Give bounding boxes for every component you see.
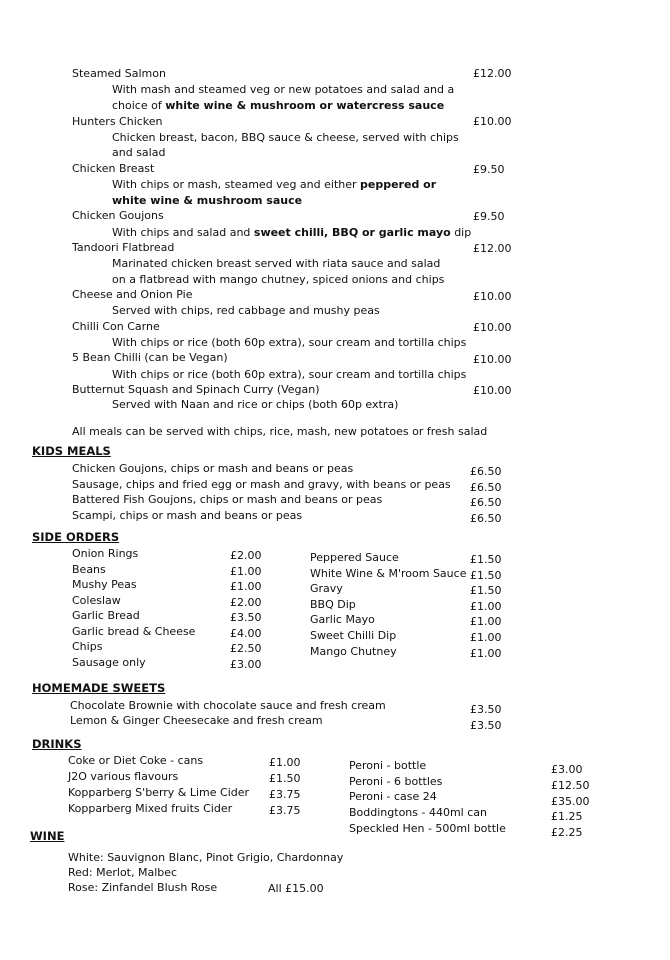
drink-price: £35.00 (551, 795, 590, 808)
dish-name: Chicken Breast (72, 162, 155, 175)
side-price: £4.00 (230, 627, 262, 640)
dish-name: Steamed Salmon (72, 67, 166, 80)
sauce-price: £1.50 (470, 584, 502, 597)
sauce-price: £1.00 (470, 631, 502, 644)
section-heading: WINE (30, 829, 65, 843)
side-item: Coleslaw (72, 594, 121, 607)
sweet-price: £3.50 (470, 703, 502, 716)
kids-item: Sausage, chips and fried egg or mash and gravy, with beans or peas (72, 478, 451, 491)
dish-price: £12.00 (473, 67, 512, 80)
side-price: £2.00 (230, 596, 262, 609)
dish-name: Butternut Squash and Spinach Curry (Vegan) (72, 383, 320, 396)
dish-description: choice of white wine & mushroom or watercress sauce (112, 99, 445, 112)
mains-note: All meals can be served with chips, rice, mash, new potatoes or fresh salad (72, 425, 488, 438)
dish-price: £9.50 (473, 210, 505, 223)
side-item: Garlic Bread (72, 609, 140, 622)
drink-item: Peroni - bottle (349, 759, 427, 772)
sweet-item: Lemon & Ginger Cheesecake and fresh cream (70, 714, 323, 727)
side-item: Mushy Peas (72, 578, 137, 591)
dish-description: With chips and salad and sweet chilli, BBQ or garlic mayo dip (112, 226, 472, 239)
dish-description: With chips or mash, steamed veg and either peppered or (112, 178, 437, 191)
kids-price: £6.50 (470, 512, 502, 525)
drink-item: J2O various flavours (68, 770, 179, 783)
dish-description: Served with Naan and rice or chips (both 60p extra) (112, 398, 399, 411)
wine-price: All £15.00 (268, 882, 324, 895)
dish-price: £10.00 (473, 384, 512, 397)
dish-description: white wine & mushroom sauce (112, 194, 303, 207)
dish-description: Chicken breast, bacon, BBQ sauce & cheese, served with chips (112, 131, 459, 144)
dish-description: With chips or rice (both 60p extra), sour cream and tortilla chips (112, 368, 467, 381)
section-heading: DRINKS (32, 737, 82, 751)
dish-price: £10.00 (473, 290, 512, 303)
kids-item: Battered Fish Goujons, chips or mash and beans or peas (72, 493, 383, 506)
drink-price: £1.50 (269, 772, 301, 785)
sauce-price: £1.50 (470, 553, 502, 566)
kids-item: Scampi, chips or mash and beans or peas (72, 509, 303, 522)
drink-price: £3.00 (551, 763, 583, 776)
dish-description: on a flatbread with mango chutney, spiced onions and chips (112, 273, 445, 286)
dish-price: £10.00 (473, 353, 512, 366)
side-price: £1.00 (230, 580, 262, 593)
side-item: Chips (72, 640, 103, 653)
dish-price: £12.00 (473, 242, 512, 255)
dish-description: Served with chips, red cabbage and mushy peas (112, 304, 380, 317)
side-price: £3.50 (230, 611, 262, 624)
drink-item: Kopparberg Mixed fruits Cider (68, 802, 233, 815)
drink-price: £2.25 (551, 826, 583, 839)
drink-item: Coke or Diet Coke - cans (68, 754, 204, 767)
dish-name: Cheese and Onion Pie (72, 288, 193, 301)
dish-name: Chicken Goujons (72, 209, 164, 222)
dish-description: Marinated chicken breast served with riata sauce and salad (112, 257, 441, 270)
kids-item: Chicken Goujons, chips or mash and beans or peas (72, 462, 354, 475)
sauce-price: £1.00 (470, 647, 502, 660)
drink-price: £3.75 (269, 804, 301, 817)
side-price: £2.50 (230, 642, 262, 655)
sweet-item: Chocolate Brownie with chocolate sauce and fresh cream (70, 699, 386, 712)
side-price: £2.00 (230, 549, 262, 562)
side-item: Onion Rings (72, 547, 139, 560)
drink-price: £1.00 (269, 756, 301, 769)
drink-item: Boddingtons - 440ml can (349, 806, 487, 819)
dish-price: £9.50 (473, 163, 505, 176)
dish-name: Hunters Chicken (72, 115, 163, 128)
drink-price: £3.75 (269, 788, 301, 801)
wine-line: Rose: Zinfandel Blush Rose (68, 881, 218, 894)
drink-item: Peroni - case 24 (349, 790, 437, 803)
dish-name: Tandoori Flatbread (72, 241, 175, 254)
sauce-item: BBQ Dip (310, 598, 356, 611)
sauce-item: Mango Chutney (310, 645, 397, 658)
dish-name: 5 Bean Chilli (can be Vegan) (72, 351, 228, 364)
sauce-item: Garlic Mayo (310, 613, 375, 626)
sweet-price: £3.50 (470, 719, 502, 732)
dish-description: With mash and steamed veg or new potatoes and salad and a (112, 83, 455, 96)
sauce-price: £1.00 (470, 615, 502, 628)
dish-name: Chilli Con Carne (72, 320, 160, 333)
section-heading: KIDS MEALS (32, 444, 111, 458)
side-item: Beans (72, 563, 106, 576)
section-heading: HOMEMADE SWEETS (32, 681, 166, 695)
sauce-item: White Wine & M'room Sauce (310, 567, 467, 580)
dish-description: and salad (112, 146, 166, 159)
drink-price: £12.50 (551, 779, 590, 792)
sauce-item: Peppered Sauce (310, 551, 399, 564)
side-price: £3.00 (230, 658, 262, 671)
dish-price: £10.00 (473, 321, 512, 334)
side-item: Garlic bread & Cheese (72, 625, 196, 638)
drink-item: Peroni - 6 bottles (349, 775, 443, 788)
wine-line: Red: Merlot, Malbec (68, 866, 178, 879)
sauce-item: Sweet Chilli Dip (310, 629, 397, 642)
sauce-item: Gravy (310, 582, 343, 595)
sauce-price: £1.00 (470, 600, 502, 613)
dish-description: With chips or rice (both 60p extra), sour cream and tortilla chips (112, 336, 467, 349)
drink-item: Speckled Hen - 500ml bottle (349, 822, 506, 835)
kids-price: £6.50 (470, 465, 502, 478)
drink-item: Kopparberg S'berry & Lime Cider (68, 786, 250, 799)
dish-price: £10.00 (473, 115, 512, 128)
drink-price: £1.25 (551, 810, 583, 823)
sauce-price: £1.50 (470, 569, 502, 582)
wine-line: White: Sauvignon Blanc, Pinot Grigio, Chardonnay (68, 851, 344, 864)
kids-price: £6.50 (470, 496, 502, 509)
kids-price: £6.50 (470, 481, 502, 494)
side-item: Sausage only (72, 656, 146, 669)
side-price: £1.00 (230, 565, 262, 578)
section-heading: SIDE ORDERS (32, 530, 120, 544)
